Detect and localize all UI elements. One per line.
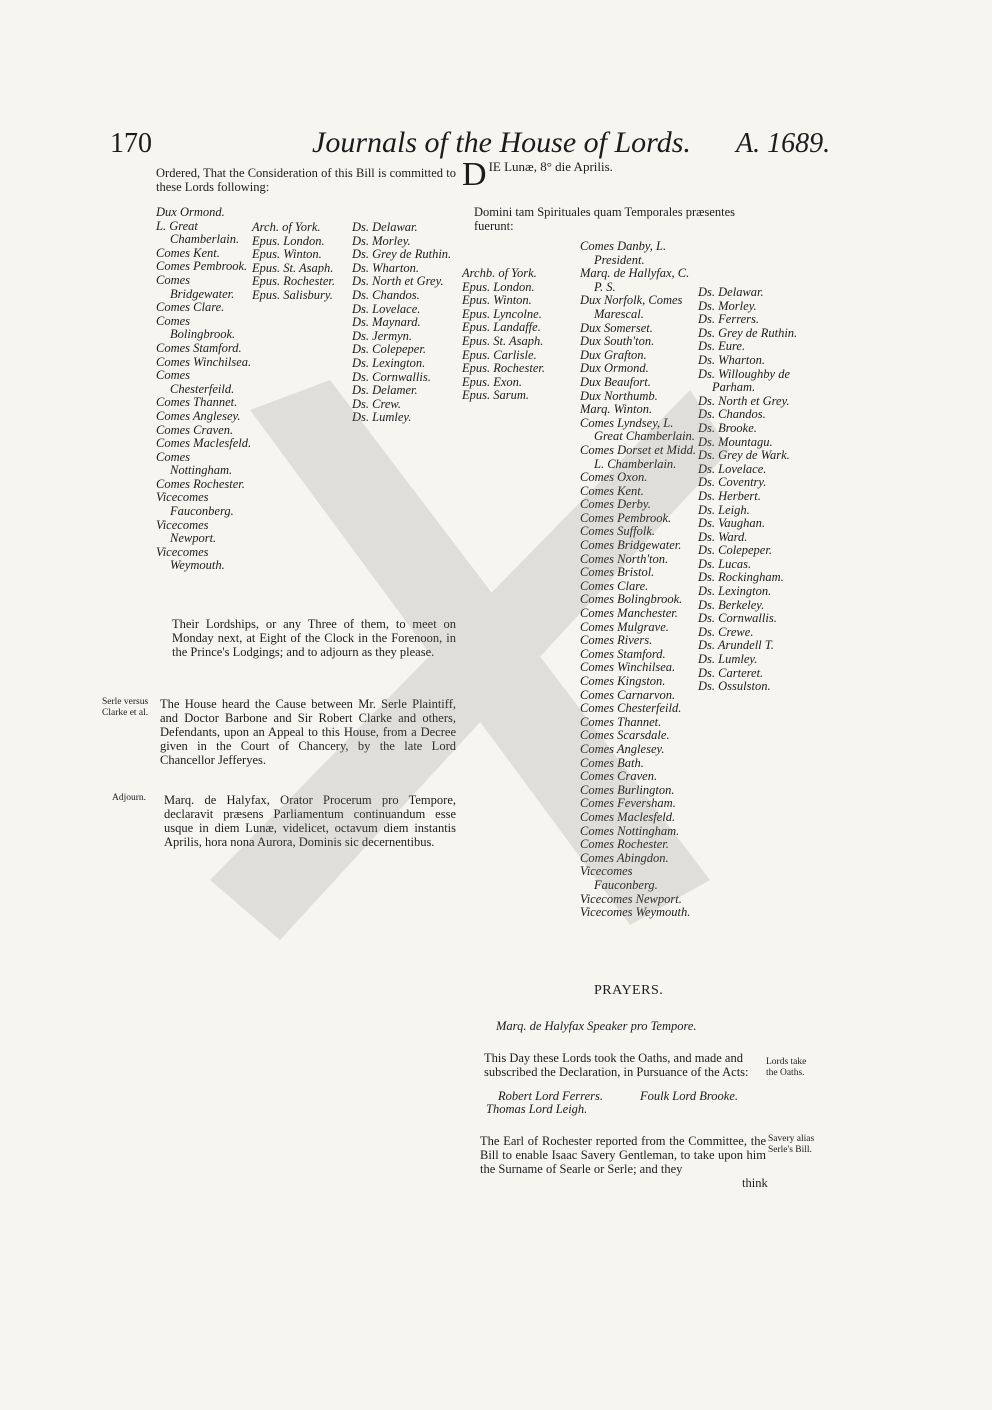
committee-lord: Comes Clare. [156,300,225,315]
present-temporal-lord: Comes Lyndsey, L. Great Chamberlain. [580,415,695,444]
present-bishop: Epus. London. [462,279,535,294]
present-temporal-lord: Comes Rivers. [580,633,653,648]
present-temporal-lord: Dux Grafton. [580,347,647,362]
committee-lord: Comes Chesterfeild. [156,368,235,396]
present-bishop: Epus. Landaffe. [462,320,541,335]
present-temporal-lord: Comes Manchester. [580,606,678,621]
committee-column-3 [352,221,452,425]
present-temporal-lord: Comes Burlington. [580,782,675,797]
committee-baron: Ds. Lumley. [352,410,412,425]
present-bishop: Epus. Sarum. [462,388,530,403]
page-year: A. 1689. [736,128,831,159]
present-bishop: Epus. St. Asaph. [462,333,544,348]
prayers-heading: PRAYERS. [594,983,664,998]
present-baron: Ds. Ward. [698,529,748,544]
present-temporal-lord: Comes Suffolk. [580,524,655,539]
ordered-paragraph: Ordered, That the Consideration of this Bill is committed to these Lords following: [156,166,456,194]
present-temporal-lord: Comes Kingston. [580,674,666,688]
present-temporal-lord: Comes Feversham. [580,796,676,811]
present-temporal-lord: Comes Danby, L. President. [580,239,667,267]
present-baron: Ds. Ferrers. [698,312,759,327]
margin-note-serle: Serle versus Clarke et al. [102,697,149,718]
present-temporal-lord: Comes Anglesey. [580,741,665,756]
present-temporal-lord: Comes Mulgrave. [580,619,669,634]
present-baron: Ds. Wharton. [698,352,766,367]
committee-baron: Ds. Colepeper. [352,342,426,357]
oath-lord-1: Robert Lord Ferrers. [498,1089,603,1103]
present-temporal-lord: Comes Bridgewater. [580,538,682,553]
serle-paragraph: The House heard the Cause between Mr. Serle Plaintiff, and Doctor Barbone and Sir Robert Clarke and others, Defendants, upon an Appeal to this House, from a Decree given in the Court of Chancery, by the late Lord Chancellor Jefferyes. [160,697,456,767]
committee-lord: L. Great Chamberlain. [156,218,240,247]
committee-lord: Comes Craven. [156,422,234,437]
present-temporal-lord: Comes Dorset et Midd. L. Chamberlain. [580,442,696,471]
present-temporal-lord: Dux Northumb. [580,388,658,403]
lordships-paragraph: Their Lordships, or any Three of them, to meet on Monday next, at Eight of the Clock in the Forenoon, in the Prince's Lodgings; and to adjourn as they please. [172,617,456,659]
committee-lord: Comes Thannet. [156,395,238,410]
committee-baron: Ds. North et Grey. [352,274,444,289]
present-temporal-lord: Comes Thannet. [580,714,662,729]
domini-line: Domini tam Spirituales quam Temporales præsentes fuerunt: [474,205,736,233]
present-bishop: Epus. Carlisle. [462,347,537,362]
temporal-column [580,240,698,920]
present-temporal-lord: Comes Chesterfeild. [580,701,682,716]
committee-lord: Comes Anglesey. [156,408,241,423]
present-baron: Ds. Willoughby de Parham. [698,366,791,395]
present-baron: Ds. North et Grey. [698,393,790,408]
committee-baron: Ds. Lexington. [352,355,426,370]
present-baron: Ds. Lovelace. [698,461,767,476]
present-temporal-lord: Comes Nottingham. [580,823,680,838]
present-temporal-lord: Comes Pembrook. [580,510,672,525]
committee-lord: Comes Rochester. [156,476,245,491]
present-baron: Ds. Rockingham. [698,570,784,585]
present-baron: Ds. Arundell T. [698,638,774,653]
present-temporal-lord: Marq. de Hallyfax, C. P. S. [580,266,690,294]
committee-baron: Ds. Delamer. [352,383,418,398]
committee-bishop: Epus. London. [252,233,325,248]
committee-lord: Comes Stamford. [156,340,242,355]
present-temporal-lord: Vicecomes Fauconberg. [580,864,658,892]
committee-baron: Ds. Crew. [352,396,401,411]
present-temporal-lord: Comes Maclesfeld. [580,809,676,824]
committee-lord: Comes Bolingbrook. [156,313,236,342]
present-bishop: Epus. Winton. [462,293,532,308]
present-temporal-lord: Comes Craven. [580,769,658,784]
committee-baron: Ds. Cornwallis. [352,369,431,384]
present-temporal-lord: Vicecomes Weymouth. [580,905,691,920]
present-baron: Ds. Cornwallis. [698,611,777,626]
committee-bishop: Epus. Rochester. [252,274,335,289]
present-baron: Ds. Vaughan. [698,516,766,531]
present-temporal-lord: Comes Clare. [580,578,649,593]
committee-column-1 [156,206,254,573]
present-bishop: Archb. of York. [462,266,537,280]
present-baron: Ds. Lexington. [698,584,772,599]
present-bishop: Epus. Rochester. [462,361,545,376]
speaker-line: Marq. de Halyfax Speaker pro Tempore. [496,1019,697,1033]
date-text: IE Lunæ, 8° die Aprilis. [488,159,613,174]
drop-cap: D [462,156,487,193]
committee-baron: Ds. Morley. [352,233,411,248]
bishops-column [462,267,580,403]
barons-column [698,286,816,694]
present-baron: Ds. Coventry. [698,475,767,490]
committee-baron: Ds. Chandos. [352,287,420,302]
committee-lord: Comes Nottingham. [156,449,233,478]
present-bishop: Epus. Exon. [462,374,523,389]
present-baron: Ds. Chandos. [698,407,766,422]
present-baron: Ds. Delawar. [698,285,764,299]
committee-lord: Dux Ormond. [156,205,225,219]
page-title: Journals of the House of Lords. [312,126,691,159]
committee-baron: Ds. Grey de Ruthin. [352,247,452,262]
committee-lord: Comes Bridgewater. [156,272,235,301]
present-temporal-lord: Marq. Winton. [580,402,653,417]
present-baron: Ds. Lucas. [698,556,752,571]
committee-lord: Vicecomes Weymouth. [156,544,225,573]
catchword: think [742,1176,768,1190]
present-temporal-lord: Comes Bolingbrook. [580,592,683,607]
present-temporal-lord: Dux Ormond. [580,361,649,376]
present-temporal-lord: Comes Oxon. [580,470,648,485]
present-baron: Ds. Grey de Ruthin. [698,325,798,340]
committee-baron: Ds. Lovelace. [352,301,421,316]
present-baron: Ds. Crewe. [698,624,754,639]
committee-lord: Comes Maclesfeld. [156,436,252,451]
present-baron: Ds. Berkeley. [698,597,765,612]
present-temporal-lord: Vicecomes Newport. [580,891,682,906]
committee-bishop: Epus. Salisbury. [252,287,333,302]
present-temporal-lord: Comes Kent. [580,483,644,498]
committee-lord: Comes Winchilsea. [156,354,252,369]
date-heading [462,156,792,193]
committee-lord: Vicecomes Fauconberg. [156,490,234,519]
present-baron: Ds. Grey de Wark. [698,448,790,463]
committee-baron: Ds. Jermyn. [352,328,413,343]
present-temporal-lord: Dux Somerset. [580,320,653,335]
committee-baron: Ds. Delawar. [352,220,418,234]
present-baron: Ds. Carteret. [698,665,764,680]
committee-bishop: Epus. Winton. [252,247,322,262]
present-bishop: Epus. Lyncolne. [462,306,542,321]
present-temporal-lord: Dux Beaufort. [580,374,651,389]
committee-column-2 [252,221,350,303]
present-temporal-lord: Comes Abingdon. [580,850,669,865]
committee-lord: Comes Kent. [156,245,220,260]
margin-note-savery: Savery alias Serle's Bill. [768,1134,815,1155]
committee-bishop: Arch. of York. [252,220,321,234]
savery-paragraph: The Earl of Rochester reported from the Committee, the Bill to enable Isaac Savery Gentleman, to take upon him the Surname of Searle or Serle; and they [480,1134,766,1176]
committee-bishop: Epus. St. Asaph. [252,260,334,275]
committee-baron: Ds. Maynard. [352,315,421,330]
present-temporal-lord: Comes Stamford. [580,646,666,661]
present-baron: Ds. Ossulston. [698,679,771,694]
present-temporal-lord: Comes Carnarvon. [580,687,676,702]
present-temporal-lord: Comes Rochester. [580,837,669,852]
present-baron: Ds. Leigh. [698,502,750,517]
margin-note-adjourn: Adjourn. [112,793,147,803]
page-number: 170 [110,128,152,159]
present-baron: Ds. Mountagu. [698,434,773,449]
present-temporal-lord: Comes Derby. [580,497,651,512]
present-temporal-lord: Comes North'ton. [580,551,669,566]
present-baron: Ds. Herbert. [698,488,761,503]
present-temporal-lord: Dux Norfolk, Comes Marescal. [580,293,683,321]
present-baron: Ds. Lumley. [698,652,758,667]
present-temporal-lord: Comes Scarsdale. [580,728,670,743]
present-baron: Ds. Morley. [698,298,757,313]
oath-lord-2: Foulk Lord Brooke. [640,1089,739,1103]
committee-lord: Vicecomes Newport. [156,517,217,546]
present-temporal-lord: Comes Winchilsea. [580,660,676,675]
present-temporal-lord: Dux South'ton. [580,334,655,349]
margin-note-oaths: Lords take the Oaths. [766,1057,807,1078]
present-temporal-lord: Comes Bristol. [580,565,655,580]
present-temporal-lord: Comes Bath. [580,755,644,770]
present-baron: Ds. Eure. [698,339,746,354]
committee-baron: Ds. Wharton. [352,260,420,275]
committee-lord: Comes Pembrook. [156,259,248,274]
oath-lord-3: Thomas Lord Leigh. [486,1102,588,1116]
adjourn-paragraph: Marq. de Halyfax, Orator Procerum pro Tempore, declaravit præsens Parliamentum continuandum esse usque in diem Lunæ, videlicet, octavum diem instantis Aprilis, hora nona Aurora, Dominis sic decernentibus. [164,793,456,849]
present-baron: Ds. Colepeper. [698,543,772,558]
oaths-paragraph: This Day these Lords took the Oaths, and made and subscribed the Declaration, in Pursuance of the Acts: [484,1051,749,1079]
present-baron: Ds. Brooke. [698,420,757,435]
